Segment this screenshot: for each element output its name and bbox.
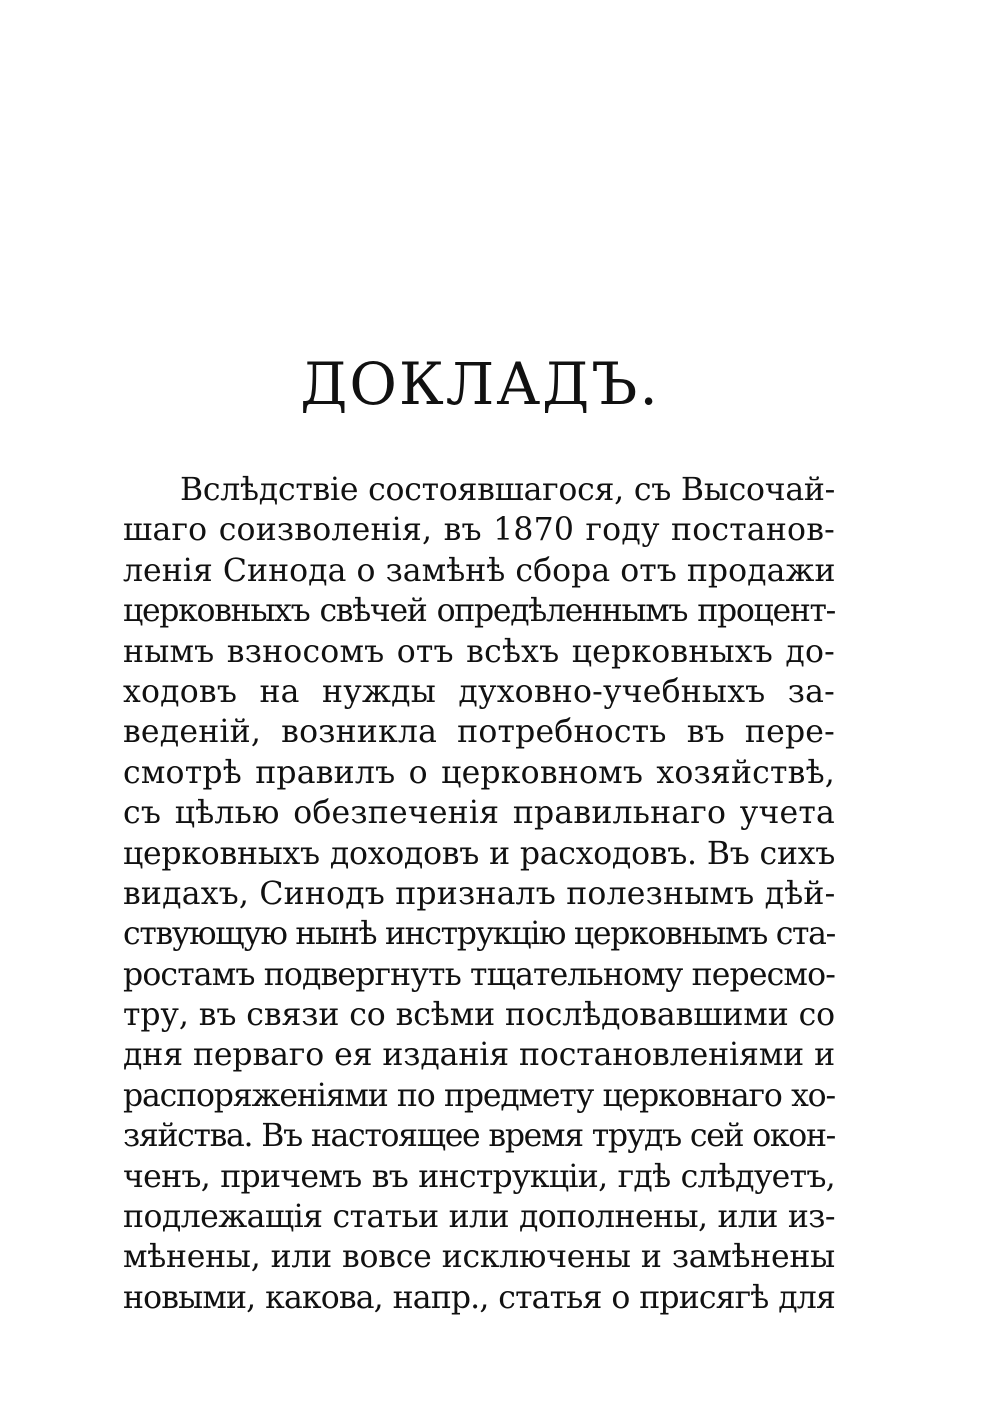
text-line: ствующую нынѣ инструкцію церковнымъ ста- (123, 916, 835, 953)
text-line: мѣнены, или вовсе исключены и замѣнены (123, 1239, 835, 1276)
text-line: смотрѣ правилъ о церковномъ хозяйствѣ, (123, 754, 835, 791)
text-line: новыми, какова, напр., статья о присягѣ для (123, 1279, 835, 1316)
text-line: нымъ взносомъ отъ всѣхъ церковныхъ до- (123, 633, 835, 670)
text-line: дня перваго ея изданія постановленіями и (123, 1037, 835, 1074)
body-paragraph (123, 470, 835, 1318)
text-line: Вслѣдствіе состоявшагося, съ Высочай- (180, 472, 835, 508)
text-line: зяйства. Въ настоящее время трудъ сей окон- (123, 1118, 835, 1155)
text-line: ходовъ на нужды духовно-учебныхъ за- (123, 673, 835, 710)
text-line: ленія Синода о замѣнѣ сбора отъ продажи (123, 552, 836, 589)
text-line: шаго соизволенія, въ 1870 году постанов- (123, 512, 835, 549)
text-line: распоряженіями по предмету церковнаго хо- (123, 1077, 835, 1114)
text-line: веденій, возникла потребность въ пере- (123, 714, 835, 751)
text-line: ростамъ подвергнуть тщательному пересмо- (123, 956, 835, 993)
text-line: тру, въ связи со всѣми послѣдовавшими со (123, 997, 835, 1034)
text-line: церковныхъ свѣчей опредѣленнымъ процент- (123, 593, 835, 630)
text-line: видахъ, Синодъ призналъ полезнымъ дѣй- (123, 875, 836, 912)
text-line: церковныхъ доходовъ и расходовъ. Въ сихъ (123, 835, 835, 872)
text-line: ченъ, причемъ въ инструкціи, гдѣ слѣдуетъ, (123, 1158, 835, 1195)
text-line: подлежащія статьи или дополнены, или из- (123, 1199, 835, 1236)
page-title: ДОКЛАДЪ. (300, 350, 660, 418)
text-line: съ цѣлью обезпеченія правильнаго учета (123, 795, 835, 832)
